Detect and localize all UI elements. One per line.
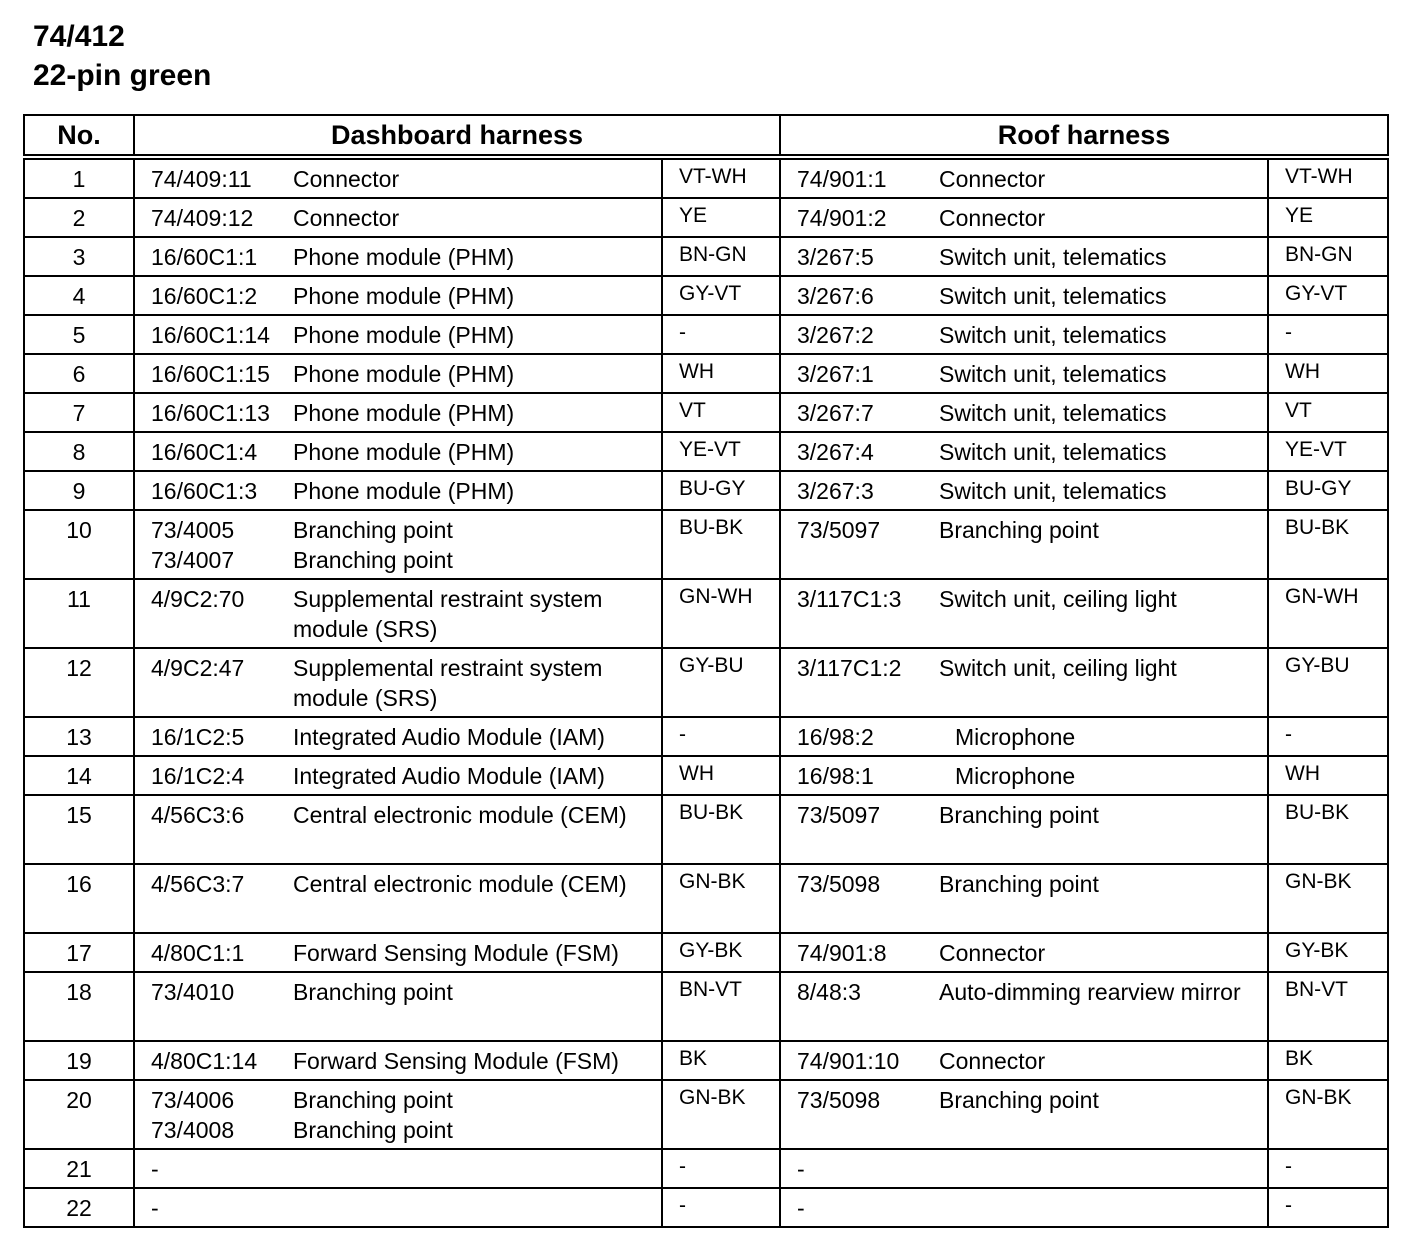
roof-wire-color: WH [1268, 354, 1388, 393]
roof-wire-color: GN-BK [1268, 1080, 1388, 1149]
connection-code: 16/1C2:5 [151, 724, 245, 750]
dashboard-wire-color: BU-GY [662, 471, 780, 510]
table-row [24, 510, 1388, 579]
header-roof-harness: Roof harness [780, 115, 1388, 157]
connection-description: Branching point [293, 1117, 453, 1143]
dashboard-wire-color: GY-VT [662, 276, 780, 315]
pin-number: 17 [24, 933, 134, 972]
roof-harness-cell [780, 1041, 1268, 1080]
pin-number: 10 [24, 510, 134, 579]
connection-line [151, 515, 661, 545]
connection-line [151, 359, 661, 389]
connection-line [151, 584, 661, 644]
roof-harness-cell [780, 795, 1268, 864]
dashboard-harness-cell [134, 795, 662, 864]
connection-line [151, 242, 661, 272]
pin-number: 5 [24, 315, 134, 354]
table-row [24, 972, 1388, 1041]
connection-line [151, 164, 661, 194]
table-body [24, 157, 1388, 1227]
roof-harness-cell [780, 756, 1268, 795]
connection-line [151, 653, 661, 713]
connection-description [939, 1154, 1267, 1184]
connection-code: 73/4008 [151, 1117, 235, 1143]
connection-line [797, 359, 1267, 389]
dashboard-harness-cell [134, 717, 662, 756]
connection-code: 73/4006 [151, 1087, 235, 1113]
pin-number: 20 [24, 1080, 134, 1149]
dashboard-wire-color: VT [662, 393, 780, 432]
dashboard-harness-cell [134, 972, 662, 1041]
connection-line [151, 1115, 661, 1145]
pin-number: 7 [24, 393, 134, 432]
connection-code: 16/60C1:2 [151, 283, 258, 309]
pinout-table [23, 114, 1389, 1228]
table-row [24, 648, 1388, 717]
table-row [24, 933, 1388, 972]
connection-code: 16/60C1:1 [151, 244, 258, 270]
dashboard-harness-cell [134, 157, 662, 198]
connection-code: 3/267:2 [797, 322, 874, 348]
connection-code: 3/267:1 [797, 361, 874, 387]
pin-number: 2 [24, 198, 134, 237]
connection-description: Branching point [293, 517, 453, 543]
connection-description: Forward Sensing Module (FSM) [293, 1048, 619, 1074]
dashboard-wire-color: GY-BU [662, 648, 780, 717]
roof-harness-cell [780, 510, 1268, 579]
roof-harness-cell [780, 717, 1268, 756]
table-row [24, 471, 1388, 510]
header-no: No. [24, 115, 134, 157]
connection-line [151, 1193, 661, 1223]
connection-description: Phone module (PHM) [293, 478, 515, 504]
connection-description: Connector [939, 1048, 1046, 1074]
connection-line [797, 584, 1267, 614]
connection-code: 73/5097 [797, 517, 881, 543]
connection-description: Switch unit, telematics [939, 478, 1167, 504]
dashboard-harness-cell [134, 432, 662, 471]
connection-line [797, 320, 1267, 350]
roof-wire-color: YE [1268, 198, 1388, 237]
roof-wire-color: BN-VT [1268, 972, 1388, 1041]
dashboard-harness-cell [134, 276, 662, 315]
connection-code: 4/80C1:14 [151, 1048, 258, 1074]
connection-code: 16/98:2 [797, 724, 874, 750]
connection-line [151, 869, 661, 899]
pin-number: 22 [24, 1188, 134, 1227]
roof-wire-color: BN-GN [1268, 237, 1388, 276]
connection-description: Integrated Audio Module (IAM) [293, 724, 605, 750]
connection-line [151, 437, 661, 467]
connection-line [797, 476, 1267, 506]
pin-number: 12 [24, 648, 134, 717]
connection-code: 3/267:4 [797, 439, 874, 465]
connection-description: Supplemental restraint system module (SRS) [293, 586, 603, 642]
roof-harness-cell [780, 393, 1268, 432]
roof-harness-cell [780, 471, 1268, 510]
dashboard-harness-cell [134, 393, 662, 432]
table-row [24, 756, 1388, 795]
pin-number: 21 [24, 1149, 134, 1188]
table-row [24, 1080, 1388, 1149]
roof-wire-color: GN-BK [1268, 864, 1388, 933]
connection-line [797, 722, 1267, 752]
connection-code: - [797, 1195, 805, 1221]
dashboard-harness-cell [134, 354, 662, 393]
connection-description: Branching point [293, 547, 453, 573]
connection-line [797, 398, 1267, 428]
table-row [24, 393, 1388, 432]
table-row [24, 432, 1388, 471]
roof-wire-color: GY-BK [1268, 933, 1388, 972]
connection-description: Branching point [939, 802, 1099, 828]
table-row [24, 579, 1388, 648]
roof-harness-cell [780, 1149, 1268, 1188]
roof-wire-color: - [1268, 1188, 1388, 1227]
roof-harness-cell [780, 198, 1268, 237]
roof-wire-color: VT [1268, 393, 1388, 432]
connection-code: 74/901:2 [797, 205, 887, 231]
dashboard-harness-cell [134, 1149, 662, 1188]
connection-line [797, 1046, 1267, 1076]
roof-wire-color: GY-VT [1268, 276, 1388, 315]
roof-harness-cell [780, 432, 1268, 471]
roof-wire-color: GY-BU [1268, 648, 1388, 717]
dashboard-harness-cell [134, 1041, 662, 1080]
pin-number: 3 [24, 237, 134, 276]
connection-code: 73/4007 [151, 547, 235, 573]
pin-number: 16 [24, 864, 134, 933]
connection-line [151, 1154, 661, 1184]
connection-line [797, 437, 1267, 467]
connection-description: Phone module (PHM) [293, 283, 515, 309]
connection-code: 73/5098 [797, 871, 881, 897]
dashboard-wire-color: YE-VT [662, 432, 780, 471]
pin-number: 11 [24, 579, 134, 648]
connection-description: Central electronic module (CEM) [293, 802, 627, 828]
dashboard-wire-color: GN-BK [662, 864, 780, 933]
connection-description: Connector [939, 940, 1046, 966]
connection-line [797, 938, 1267, 968]
connection-description [939, 1193, 1267, 1223]
roof-harness-cell [780, 157, 1268, 198]
connection-description: Phone module (PHM) [293, 244, 515, 270]
connection-line [151, 1046, 661, 1076]
table-row [24, 864, 1388, 933]
dashboard-harness-cell [134, 510, 662, 579]
connection-line [797, 800, 1267, 830]
roof-harness-cell [780, 237, 1268, 276]
dashboard-harness-cell [134, 1188, 662, 1227]
pin-number: 18 [24, 972, 134, 1041]
roof-wire-color: - [1268, 717, 1388, 756]
connection-line [797, 281, 1267, 311]
connection-line [797, 653, 1267, 683]
connector-description: 22-pin green [33, 59, 212, 92]
connection-code: 4/80C1:1 [151, 940, 245, 966]
connection-line [797, 164, 1267, 194]
roof-harness-cell [780, 864, 1268, 933]
roof-wire-color: BK [1268, 1041, 1388, 1080]
connection-description: Microphone [955, 724, 1076, 750]
dashboard-harness-cell [134, 1080, 662, 1149]
connection-code: 73/5097 [797, 802, 881, 828]
connection-line [151, 977, 661, 1007]
connection-line [151, 281, 661, 311]
connection-code: 74/409:11 [151, 166, 252, 192]
connection-line [151, 545, 661, 575]
roof-harness-cell [780, 276, 1268, 315]
pin-number: 8 [24, 432, 134, 471]
pin-number: 13 [24, 717, 134, 756]
dashboard-harness-cell [134, 198, 662, 237]
connection-description: Microphone [955, 763, 1076, 789]
pin-number: 19 [24, 1041, 134, 1080]
connection-line [151, 938, 661, 968]
roof-harness-cell [780, 933, 1268, 972]
dashboard-harness-cell [134, 315, 662, 354]
connection-description [293, 1154, 661, 1184]
connection-code: 4/56C3:7 [151, 871, 245, 897]
roof-harness-cell [780, 1188, 1268, 1227]
dashboard-wire-color: BN-GN [662, 237, 780, 276]
connection-line [797, 242, 1267, 272]
connection-line [151, 722, 661, 752]
table-row [24, 354, 1388, 393]
connection-code: 8/48:3 [797, 979, 861, 1005]
connection-line [797, 1154, 1267, 1184]
connection-line [151, 320, 661, 350]
connection-code: 3/117C1:3 [797, 586, 902, 612]
connection-description: Switch unit, telematics [939, 439, 1167, 465]
roof-wire-color: YE-VT [1268, 432, 1388, 471]
dashboard-wire-color: BU-BK [662, 795, 780, 864]
connection-description: Switch unit, telematics [939, 283, 1167, 309]
table-header-row [24, 115, 1388, 157]
table-row [24, 237, 1388, 276]
connection-code: 74/409:12 [151, 205, 254, 231]
connection-description: Branching point [939, 871, 1099, 897]
dashboard-wire-color: WH [662, 756, 780, 795]
dashboard-harness-cell [134, 864, 662, 933]
roof-harness-cell [780, 648, 1268, 717]
table-row [24, 795, 1388, 864]
connection-code: 16/98:1 [797, 763, 874, 789]
pin-number: 6 [24, 354, 134, 393]
connection-description: Connector [293, 205, 400, 231]
connection-code: 73/4005 [151, 517, 235, 543]
connection-description: Switch unit, ceiling light [939, 586, 1177, 612]
table-row [24, 717, 1388, 756]
connection-code: 4/56C3:6 [151, 802, 245, 828]
connection-description: Central electronic module (CEM) [293, 871, 627, 897]
connection-line [151, 476, 661, 506]
connection-line [797, 761, 1267, 791]
connection-code: 73/5098 [797, 1087, 881, 1113]
connection-code: 3/267:3 [797, 478, 874, 504]
connection-description: Supplemental restraint system module (SRS) [293, 655, 603, 711]
roof-wire-color: - [1268, 1149, 1388, 1188]
table-row [24, 1188, 1388, 1227]
connection-code: 3/267:5 [797, 244, 874, 270]
connection-description: Branching point [939, 517, 1099, 543]
connection-code: 3/267:7 [797, 400, 874, 426]
connection-description: Phone module (PHM) [293, 400, 515, 426]
connection-code: 3/117C1:2 [797, 655, 902, 681]
connection-description: Branching point [293, 979, 453, 1005]
connection-description: Connector [939, 205, 1046, 231]
connection-description: Connector [939, 166, 1046, 192]
dashboard-harness-cell [134, 756, 662, 795]
connection-description: Switch unit, telematics [939, 322, 1167, 348]
connection-line [797, 977, 1267, 1007]
dashboard-harness-cell [134, 933, 662, 972]
table-row [24, 198, 1388, 237]
pin-number: 1 [24, 157, 134, 198]
roof-harness-cell [780, 1080, 1268, 1149]
connection-line [797, 1085, 1267, 1115]
connection-description: Auto-dimming rearview mirror [939, 979, 1241, 1005]
roof-harness-cell [780, 354, 1268, 393]
connection-code: 16/60C1:14 [151, 322, 270, 348]
connection-code: 74/901:8 [797, 940, 887, 966]
pin-number: 4 [24, 276, 134, 315]
connection-description: Connector [293, 166, 400, 192]
roof-wire-color: WH [1268, 756, 1388, 795]
dashboard-wire-color: - [662, 315, 780, 354]
connection-description: Switch unit, telematics [939, 244, 1167, 270]
connection-code: 4/9C2:70 [151, 586, 245, 612]
roof-wire-color: GN-WH [1268, 579, 1388, 648]
connection-code: 16/60C1:15 [151, 361, 270, 387]
connection-code: - [151, 1195, 159, 1221]
pin-number: 9 [24, 471, 134, 510]
dashboard-wire-color: BN-VT [662, 972, 780, 1041]
dashboard-wire-color: BU-BK [662, 510, 780, 579]
connection-code: 74/901:1 [797, 166, 887, 192]
connection-line [151, 800, 661, 830]
connection-code: 16/60C1:13 [151, 400, 270, 426]
dashboard-wire-color: BK [662, 1041, 780, 1080]
connection-description: Phone module (PHM) [293, 439, 515, 465]
connection-code: 73/4010 [151, 979, 235, 1005]
dashboard-wire-color: GN-BK [662, 1080, 780, 1149]
roof-wire-color: BU-GY [1268, 471, 1388, 510]
connection-description: Switch unit, telematics [939, 361, 1167, 387]
header-dashboard-harness: Dashboard harness [134, 115, 780, 157]
connection-code: - [151, 1156, 159, 1182]
pin-number: 14 [24, 756, 134, 795]
connection-description [293, 1193, 661, 1223]
connection-description: Switch unit, ceiling light [939, 655, 1177, 681]
dashboard-wire-color: YE [662, 198, 780, 237]
connection-line [797, 203, 1267, 233]
connection-code: 3/267:6 [797, 283, 874, 309]
connection-code: 16/60C1:4 [151, 439, 258, 465]
table-row [24, 1149, 1388, 1188]
dashboard-harness-cell [134, 579, 662, 648]
dashboard-wire-color: WH [662, 354, 780, 393]
dashboard-harness-cell [134, 237, 662, 276]
dashboard-wire-color: VT-WH [662, 157, 780, 198]
connection-code: - [797, 1156, 805, 1182]
connection-line [797, 515, 1267, 545]
connection-line [151, 398, 661, 428]
connection-code: 74/901:10 [797, 1048, 900, 1074]
connection-description: Integrated Audio Module (IAM) [293, 763, 605, 789]
dashboard-wire-color: - [662, 1188, 780, 1227]
roof-wire-color: BU-BK [1268, 795, 1388, 864]
roof-harness-cell [780, 315, 1268, 354]
connection-code: 4/9C2:47 [151, 655, 245, 681]
table-row [24, 315, 1388, 354]
pin-number: 15 [24, 795, 134, 864]
dashboard-wire-color: GN-WH [662, 579, 780, 648]
connection-code: 16/60C1:3 [151, 478, 258, 504]
connection-description: Forward Sensing Module (FSM) [293, 940, 619, 966]
table-row [24, 276, 1388, 315]
connection-line [797, 869, 1267, 899]
table-row [24, 1041, 1388, 1080]
dashboard-wire-color: - [662, 717, 780, 756]
roof-wire-color: BU-BK [1268, 510, 1388, 579]
connection-code: 16/1C2:4 [151, 763, 245, 789]
dashboard-wire-color: - [662, 1149, 780, 1188]
connection-description: Phone module (PHM) [293, 361, 515, 387]
roof-wire-color: - [1268, 315, 1388, 354]
dashboard-wire-color: GY-BK [662, 933, 780, 972]
dashboard-harness-cell [134, 648, 662, 717]
connection-line [151, 203, 661, 233]
connection-description: Switch unit, telematics [939, 400, 1167, 426]
connection-line [151, 1085, 661, 1115]
connection-description: Phone module (PHM) [293, 322, 515, 348]
dashboard-harness-cell [134, 471, 662, 510]
roof-harness-cell [780, 972, 1268, 1041]
roof-harness-cell [780, 579, 1268, 648]
connection-description: Branching point [293, 1087, 453, 1113]
connection-line [151, 761, 661, 791]
roof-wire-color: VT-WH [1268, 157, 1388, 198]
connector-id: 74/412 [33, 20, 125, 53]
connection-line [797, 1193, 1267, 1223]
connection-description: Branching point [939, 1087, 1099, 1113]
table-row [24, 157, 1388, 198]
